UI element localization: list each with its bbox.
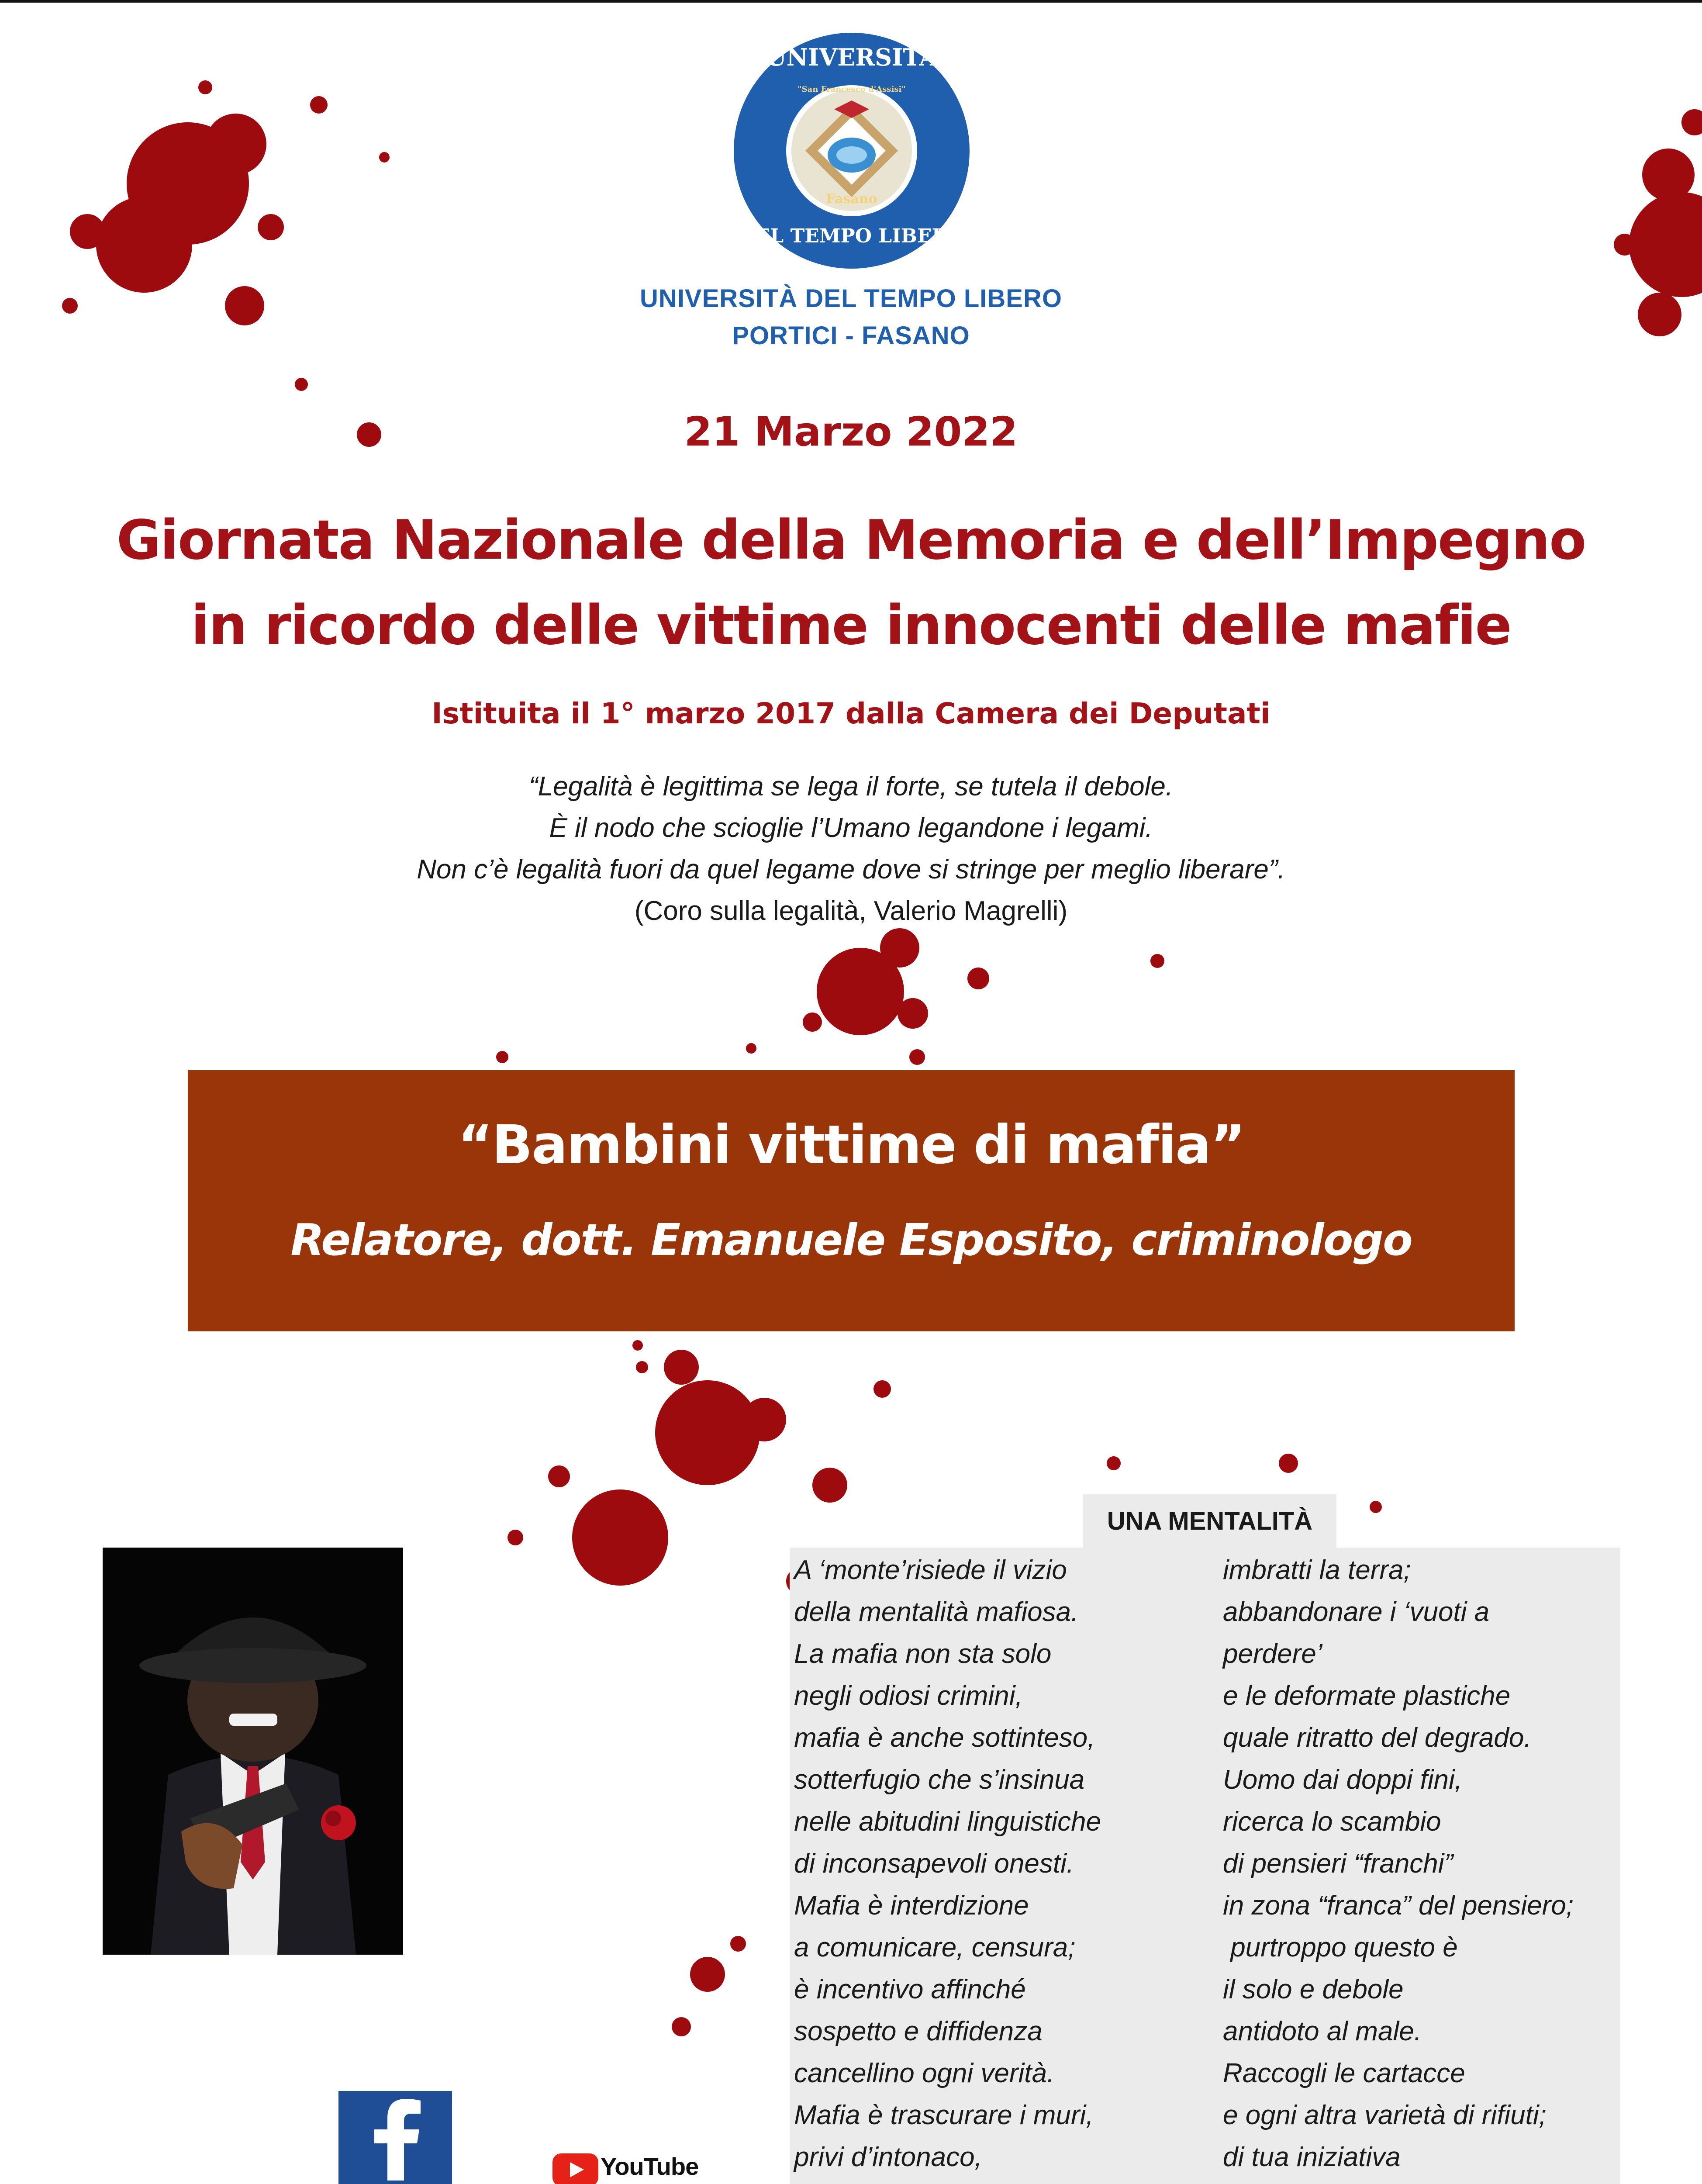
youtube-icon[interactable] — [552, 2153, 598, 2184]
quote-line3: Non c’è legalità fuori da quel legame dove si stringe per meglio liberare”. — [417, 854, 1285, 885]
logo-ring-top: UNIVERSITÀ — [766, 43, 938, 71]
logo-town: Fasano — [826, 191, 877, 207]
logo-ring-bottom: DEL TEMPO LIBERO — [739, 225, 965, 247]
mafioso-illustration — [103, 1548, 403, 1955]
university-logo — [725, 24, 978, 277]
lecture-speaker: Relatore, dott. Emanuele Esposito, criminologo — [290, 1214, 1412, 1265]
lecture-banner — [188, 1070, 1515, 1331]
event-subtitle: Istituita il 1° marzo 2017 dalla Camera dei Deputati — [432, 697, 1270, 730]
poem-column-right: imbratti la terra; abbandonare i ‘vuoti a perdere’ e le deformate plastiche quale ritratto del degrado. Uomo dai doppi fini, ricerca lo scambio di pensieri “franchi” in zona “franca” del pensiero; purtroppo questo è il solo e debole antidoto al male. Raccogli le cartacce e ogni altra varietà di rifiuti; di tua iniziativa — [1223, 1555, 1574, 2172]
youtube-label[interactable]: YouTube — [601, 2153, 699, 2180]
org-name: UNIVERSITÀ DEL TEMPO LIBERO — [640, 284, 1062, 313]
poem-title: UNA MENTALITÀ — [1083, 1494, 1336, 1548]
event-title-line1: Giornata Nazionale della Memoria e dell’Impegno — [116, 509, 1586, 572]
facebook-icon — [338, 2091, 452, 2183]
quote-attribution: (Coro sulla legalità, Valerio Magrelli) — [634, 896, 1068, 926]
lecture-title: “Bambini vittime di mafia” — [458, 1114, 1245, 1176]
facebook-link[interactable] — [338, 2091, 452, 2184]
quote-line2: È il nodo che scioglie l’Umano legandone i legami. — [549, 813, 1153, 843]
event-date: 21 Marzo 2022 — [684, 408, 1018, 455]
org-location: PORTICI - FASANO — [732, 321, 970, 350]
logo-ring-inner: "San Francesco d'Assisi" — [797, 85, 906, 94]
poem-column-left: A ‘monte’risiede il vizio della mentalità mafiosa. La mafia non sta solo negli odiosi crimini, mafia è anche sottinteso, sotterfugio che s’insinua nelle abitudini linguistiche di inconsapevoli onesti. Mafia è interdizione a comunicare, censura; è incentivo affinché sospetto e diffidenza cancellino ogni verità. Mafia è trascurare i muri, privi d’intonaco, — [794, 1555, 1101, 2172]
event-title-line2: in ricordo delle vittime innocenti delle mafie — [191, 594, 1511, 657]
quote-line1: “Legalità è legittima se lega il forte, se tutela il debole. — [528, 771, 1174, 802]
